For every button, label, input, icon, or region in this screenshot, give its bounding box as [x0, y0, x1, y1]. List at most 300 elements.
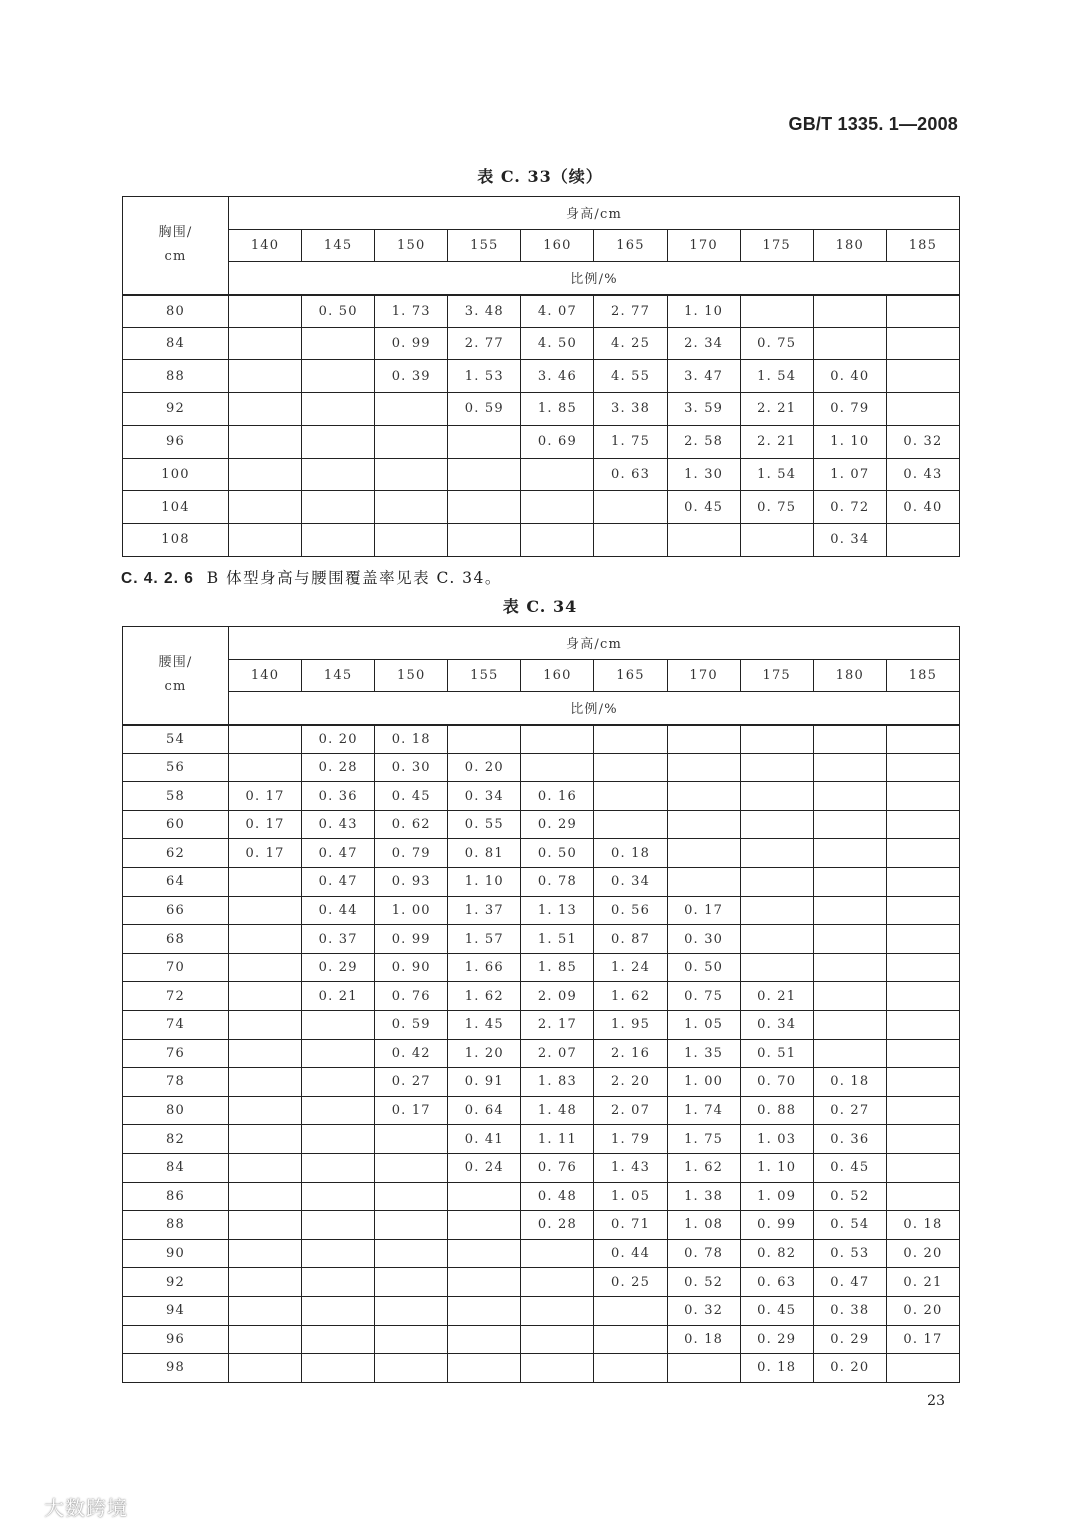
ratio-cell: 0. 20: [886, 1296, 959, 1325]
table-row: [123, 725, 960, 754]
ratio-cell: 0. 27: [813, 1096, 886, 1125]
size-cell: 80: [123, 1096, 229, 1125]
table-row: [123, 896, 960, 925]
ratio-cell: [229, 1125, 302, 1154]
ratio-cell: [886, 753, 959, 782]
ratio-cell: 0. 17: [667, 896, 740, 925]
ratio-cell: 0. 42: [375, 1039, 448, 1068]
ratio-cell: [302, 1068, 375, 1097]
clause-number: C. 4. 2. 6: [121, 570, 194, 587]
ratio-cell: [229, 1354, 302, 1383]
header-row: [123, 197, 960, 230]
ratio-cell: [521, 1296, 594, 1325]
size-cell: 100: [123, 458, 229, 491]
ratio-cell: 0. 53: [813, 1239, 886, 1268]
table-row: [123, 360, 960, 393]
height-cell: 150: [375, 229, 448, 262]
ratio-cell: 0. 50: [521, 839, 594, 868]
ratio-cell: 1. 37: [448, 896, 521, 925]
ratio-cell: 0. 54: [813, 1211, 886, 1240]
ratio-cell: 1. 62: [448, 982, 521, 1011]
ratio-cell: [302, 1125, 375, 1154]
ratio-cell: 0. 99: [375, 925, 448, 954]
size-cell: 80: [123, 295, 229, 328]
height-header: 身高/cm: [229, 197, 960, 230]
ratio-cell: [375, 1125, 448, 1154]
ratio-cell: 4. 50: [521, 327, 594, 360]
table-row: [123, 868, 960, 897]
ratio-cell: 0. 21: [740, 982, 813, 1011]
ratio-cell: 0. 43: [302, 810, 375, 839]
ratio-cell: [813, 925, 886, 954]
ratio-cell: [229, 1153, 302, 1182]
ratio-row: [123, 692, 960, 725]
ratio-cell: 1. 74: [667, 1096, 740, 1125]
ratio-cell: 0. 34: [740, 1011, 813, 1040]
ratio-cell: [667, 868, 740, 897]
table-row: [123, 295, 960, 328]
ratio-cell: 2. 34: [667, 327, 740, 360]
ratio-cell: [229, 868, 302, 897]
ratio-cell: 0. 82: [740, 1239, 813, 1268]
ratio-cell: 0. 34: [448, 782, 521, 811]
ratio-cell: 0. 81: [448, 839, 521, 868]
ratio-header: 比例/%: [229, 262, 960, 295]
ratio-cell: [448, 1296, 521, 1325]
table-row: [123, 458, 960, 491]
ratio-cell: [886, 896, 959, 925]
size-cell: 86: [123, 1182, 229, 1211]
size-cell: 72: [123, 982, 229, 1011]
ratio-cell: [886, 953, 959, 982]
ratio-cell: 0. 36: [813, 1125, 886, 1154]
ratio-cell: 0. 47: [813, 1268, 886, 1297]
height-cell: 170: [667, 229, 740, 262]
height-cell: 155: [448, 229, 521, 262]
ratio-cell: [448, 725, 521, 754]
height-cell: 165: [594, 229, 667, 262]
ratio-cell: 1. 62: [594, 982, 667, 1011]
size-header-line: cm: [164, 249, 187, 265]
ratio-cell: [886, 295, 959, 328]
ratio-cell: [813, 953, 886, 982]
ratio-cell: 0. 20: [813, 1354, 886, 1383]
ratio-cell: [521, 753, 594, 782]
ratio-cell: 0. 44: [302, 896, 375, 925]
ratio-cell: [375, 491, 448, 524]
height-cell: 175: [740, 229, 813, 262]
ratio-cell: [813, 868, 886, 897]
ratio-cell: 0. 99: [375, 327, 448, 360]
ratio-cell: [229, 491, 302, 524]
ratio-cell: [813, 982, 886, 1011]
page-number: 23: [927, 1393, 945, 1409]
ratio-cell: 0. 71: [594, 1211, 667, 1240]
ratio-cell: 3. 59: [667, 393, 740, 426]
ratio-cell: [594, 810, 667, 839]
ratio-cell: [302, 393, 375, 426]
table-row: [123, 839, 960, 868]
ratio-cell: 3. 46: [521, 360, 594, 393]
ratio-cell: 2. 07: [521, 1039, 594, 1068]
ratio-cell: 0. 29: [521, 810, 594, 839]
size-cell: 66: [123, 896, 229, 925]
ratio-cell: [886, 523, 959, 556]
size-cell: 58: [123, 782, 229, 811]
ratio-cell: 0. 48: [521, 1182, 594, 1211]
ratio-cell: 0. 51: [740, 1039, 813, 1068]
ratio-cell: 0. 45: [813, 1153, 886, 1182]
ratio-cell: [813, 896, 886, 925]
height-cell: 165: [594, 659, 667, 692]
height-cell: 185: [886, 229, 959, 262]
ratio-cell: 1. 11: [521, 1125, 594, 1154]
ratio-cell: 1. 79: [594, 1125, 667, 1154]
ratio-cell: 2. 77: [448, 327, 521, 360]
ratio-cell: 0. 62: [375, 810, 448, 839]
ratio-cell: 4. 07: [521, 295, 594, 328]
size-cell: 56: [123, 753, 229, 782]
ratio-cell: [667, 523, 740, 556]
ratio-cell: [667, 753, 740, 782]
ratio-cell: [448, 1268, 521, 1297]
ratio-cell: [229, 327, 302, 360]
ratio-cell: 1. 85: [521, 393, 594, 426]
ratio-cell: 0. 18: [886, 1211, 959, 1240]
table-row: [123, 810, 960, 839]
ratio-cell: 0. 99: [740, 1211, 813, 1240]
ratio-cell: [375, 1211, 448, 1240]
ratio-cell: [302, 1096, 375, 1125]
ratio-cell: 1. 54: [740, 360, 813, 393]
ratio-cell: 0. 18: [594, 839, 667, 868]
ratio-cell: [229, 925, 302, 954]
ratio-cell: 0. 17: [375, 1096, 448, 1125]
ratio-cell: 4. 25: [594, 327, 667, 360]
height-cell: 160: [521, 659, 594, 692]
height-cell: 180: [813, 229, 886, 262]
ratio-cell: 0. 59: [375, 1011, 448, 1040]
ratio-cell: 1. 13: [521, 896, 594, 925]
ratio-cell: 0. 16: [521, 782, 594, 811]
ratio-cell: [521, 458, 594, 491]
ratio-cell: [813, 725, 886, 754]
ratio-cell: 0. 47: [302, 868, 375, 897]
ratio-cell: [813, 839, 886, 868]
ratio-cell: [740, 782, 813, 811]
ratio-cell: 1. 54: [740, 458, 813, 491]
watermark: [8, 1492, 128, 1523]
ratio-cell: [594, 1296, 667, 1325]
ratio-cell: [813, 327, 886, 360]
ratio-cell: [521, 491, 594, 524]
ratio-cell: [375, 523, 448, 556]
ratio-cell: [813, 753, 886, 782]
table-row: [123, 782, 960, 811]
ratio-cell: [375, 1239, 448, 1268]
ratio-cell: [448, 458, 521, 491]
ratio-cell: [886, 360, 959, 393]
size-cell: 108: [123, 523, 229, 556]
size-cell: 64: [123, 868, 229, 897]
table-c33: [122, 196, 960, 557]
ratio-cell: [448, 1239, 521, 1268]
ratio-cell: 0. 18: [813, 1068, 886, 1097]
ratio-cell: 1. 57: [448, 925, 521, 954]
ratio-cell: [229, 1239, 302, 1268]
ratio-cell: 0. 56: [594, 896, 667, 925]
size-cell: 74: [123, 1011, 229, 1040]
table-row: [123, 1011, 960, 1040]
ratio-cell: 0. 45: [740, 1296, 813, 1325]
ratio-cell: 0. 24: [448, 1153, 521, 1182]
ratio-cell: 1. 75: [667, 1125, 740, 1154]
ratio-cell: [375, 1354, 448, 1383]
ratio-cell: 0. 32: [667, 1296, 740, 1325]
ratio-cell: [740, 925, 813, 954]
ratio-cell: 0. 50: [667, 953, 740, 982]
ratio-cell: [302, 1153, 375, 1182]
ratio-cell: 2. 77: [594, 295, 667, 328]
ratio-cell: [448, 1182, 521, 1211]
ratio-cell: [302, 491, 375, 524]
table-row: [123, 953, 960, 982]
height-cell: 180: [813, 659, 886, 692]
ratio-cell: 0. 17: [886, 1325, 959, 1354]
ratio-cell: 1. 43: [594, 1153, 667, 1182]
header-row: [123, 627, 960, 660]
ratio-cell: [302, 1296, 375, 1325]
table-c34: [122, 626, 960, 1383]
ratio-cell: [302, 1354, 375, 1383]
ratio-cell: [229, 1296, 302, 1325]
ratio-cell: [302, 458, 375, 491]
ratio-cell: [594, 523, 667, 556]
ratio-cell: 0. 28: [302, 753, 375, 782]
ratio-cell: [229, 1011, 302, 1040]
ratio-cell: [229, 725, 302, 754]
ratio-cell: [667, 725, 740, 754]
ratio-cell: [886, 1096, 959, 1125]
ratio-cell: [667, 1354, 740, 1383]
ratio-cell: 1. 75: [594, 425, 667, 458]
ratio-cell: 2. 07: [594, 1096, 667, 1125]
ratio-header: 比例/%: [229, 692, 960, 725]
ratio-cell: 0. 21: [302, 982, 375, 1011]
table-row: [123, 491, 960, 524]
size-cell: 104: [123, 491, 229, 524]
ratio-cell: [740, 753, 813, 782]
height-cell: 160: [521, 229, 594, 262]
heights-row: [123, 659, 960, 692]
ratio-cell: [740, 725, 813, 754]
ratio-cell: 0. 20: [302, 725, 375, 754]
ratio-cell: 1. 00: [667, 1068, 740, 1097]
ratio-cell: [886, 925, 959, 954]
size-cell: 82: [123, 1125, 229, 1154]
height-cell: 155: [448, 659, 521, 692]
size-cell: 84: [123, 327, 229, 360]
ratio-cell: [813, 1011, 886, 1040]
ratio-cell: 1. 10: [667, 295, 740, 328]
ratio-cell: 0. 78: [667, 1239, 740, 1268]
ratio-cell: 0. 18: [667, 1325, 740, 1354]
ratio-cell: [886, 1182, 959, 1211]
ratio-cell: 1. 51: [521, 925, 594, 954]
ratio-cell: 0. 44: [594, 1239, 667, 1268]
ratio-cell: 0. 28: [521, 1211, 594, 1240]
ratio-cell: [375, 425, 448, 458]
ratio-cell: [886, 725, 959, 754]
ratio-cell: 1. 45: [448, 1011, 521, 1040]
height-cell: 145: [302, 659, 375, 692]
ratio-cell: [886, 1354, 959, 1383]
ratio-cell: 1. 00: [375, 896, 448, 925]
size-cell: 78: [123, 1068, 229, 1097]
ratio-cell: [448, 1325, 521, 1354]
ratio-cell: [886, 982, 959, 1011]
ratio-cell: [886, 810, 959, 839]
ratio-cell: 0. 41: [448, 1125, 521, 1154]
ratio-cell: 0. 59: [448, 393, 521, 426]
size-cell: 54: [123, 725, 229, 754]
ratio-cell: 3. 47: [667, 360, 740, 393]
ratio-cell: [302, 327, 375, 360]
ratio-cell: 1. 66: [448, 953, 521, 982]
ratio-cell: [740, 896, 813, 925]
ratio-cell: [229, 295, 302, 328]
ratio-cell: 0. 52: [667, 1268, 740, 1297]
ratio-cell: [813, 782, 886, 811]
ratio-cell: 1. 95: [594, 1011, 667, 1040]
ratio-cell: [229, 1182, 302, 1211]
size-cell: 96: [123, 1325, 229, 1354]
ratio-cell: 2. 17: [521, 1011, 594, 1040]
ratio-cell: 0. 40: [813, 360, 886, 393]
height-cell: 150: [375, 659, 448, 692]
size-cell: 68: [123, 925, 229, 954]
ratio-cell: [375, 1182, 448, 1211]
ratio-cell: [375, 1296, 448, 1325]
ratio-cell: 1. 62: [667, 1153, 740, 1182]
ratio-cell: [521, 1268, 594, 1297]
ratio-cell: [594, 725, 667, 754]
ratio-cell: 2. 16: [594, 1039, 667, 1068]
ratio-cell: 0. 30: [667, 925, 740, 954]
ratio-cell: 0. 21: [886, 1268, 959, 1297]
size-header: [123, 627, 229, 725]
ratio-cell: [740, 523, 813, 556]
ratio-cell: 0. 18: [375, 725, 448, 754]
ratio-cell: 0. 70: [740, 1068, 813, 1097]
size-cell: 60: [123, 810, 229, 839]
ratio-cell: [886, 1153, 959, 1182]
ratio-cell: 0. 63: [740, 1268, 813, 1297]
table-row: [123, 1153, 960, 1182]
ratio-cell: 1. 48: [521, 1096, 594, 1125]
ratio-cell: 0. 29: [813, 1325, 886, 1354]
ratio-cell: [229, 753, 302, 782]
ratio-cell: [886, 868, 959, 897]
ratio-cell: [302, 1039, 375, 1068]
ratio-cell: 2. 20: [594, 1068, 667, 1097]
ratio-cell: 0. 90: [375, 953, 448, 982]
ratio-cell: [740, 839, 813, 868]
ratio-cell: 1. 10: [740, 1153, 813, 1182]
ratio-cell: [667, 810, 740, 839]
ratio-cell: [229, 1039, 302, 1068]
ratio-cell: [302, 1211, 375, 1240]
ratio-cell: 0. 32: [886, 425, 959, 458]
ratio-cell: 2. 58: [667, 425, 740, 458]
size-cell: 84: [123, 1153, 229, 1182]
table-row: [123, 1211, 960, 1240]
size-cell: 98: [123, 1354, 229, 1383]
ratio-cell: [229, 1268, 302, 1297]
size-header: [123, 197, 229, 295]
size-cell: 88: [123, 360, 229, 393]
ratio-cell: [886, 782, 959, 811]
ratio-cell: [229, 523, 302, 556]
ratio-cell: [594, 1354, 667, 1383]
ratio-cell: 0. 43: [886, 458, 959, 491]
table-row: [123, 1296, 960, 1325]
size-header-line: 胸围/: [158, 225, 193, 241]
ratio-cell: 0. 40: [886, 491, 959, 524]
ratio-cell: 0. 75: [740, 327, 813, 360]
ratio-cell: [229, 393, 302, 426]
ratio-cell: [229, 1211, 302, 1240]
ratio-cell: [740, 295, 813, 328]
table-row: [123, 523, 960, 556]
ratio-cell: [375, 393, 448, 426]
ratio-cell: 1. 83: [521, 1068, 594, 1097]
table-row: [123, 393, 960, 426]
height-cell: 140: [229, 229, 302, 262]
ratio-cell: 0. 29: [740, 1325, 813, 1354]
ratio-row: [123, 262, 960, 295]
ratio-cell: 0. 79: [813, 393, 886, 426]
ratio-cell: 1. 20: [448, 1039, 521, 1068]
ratio-cell: [813, 295, 886, 328]
size-cell: 62: [123, 839, 229, 868]
ratio-cell: [302, 425, 375, 458]
ratio-cell: [229, 360, 302, 393]
table-row: [123, 1039, 960, 1068]
ratio-cell: 2. 21: [740, 393, 813, 426]
table-row: [123, 1325, 960, 1354]
ratio-cell: 0. 64: [448, 1096, 521, 1125]
ratio-cell: [302, 1268, 375, 1297]
ratio-cell: [229, 458, 302, 491]
ratio-cell: [302, 523, 375, 556]
table-row: [123, 753, 960, 782]
ratio-cell: [886, 1068, 959, 1097]
ratio-cell: [229, 1096, 302, 1125]
ratio-cell: [375, 1268, 448, 1297]
ratio-cell: 0. 78: [521, 868, 594, 897]
ratio-cell: 0. 72: [813, 491, 886, 524]
size-cell: 90: [123, 1239, 229, 1268]
ratio-cell: [740, 810, 813, 839]
ratio-cell: 1. 05: [594, 1182, 667, 1211]
ratio-cell: 1. 10: [448, 868, 521, 897]
ratio-cell: [448, 491, 521, 524]
ratio-cell: [740, 868, 813, 897]
ratio-cell: 0. 34: [813, 523, 886, 556]
ratio-cell: 0. 30: [375, 753, 448, 782]
ratio-cell: 0. 47: [302, 839, 375, 868]
